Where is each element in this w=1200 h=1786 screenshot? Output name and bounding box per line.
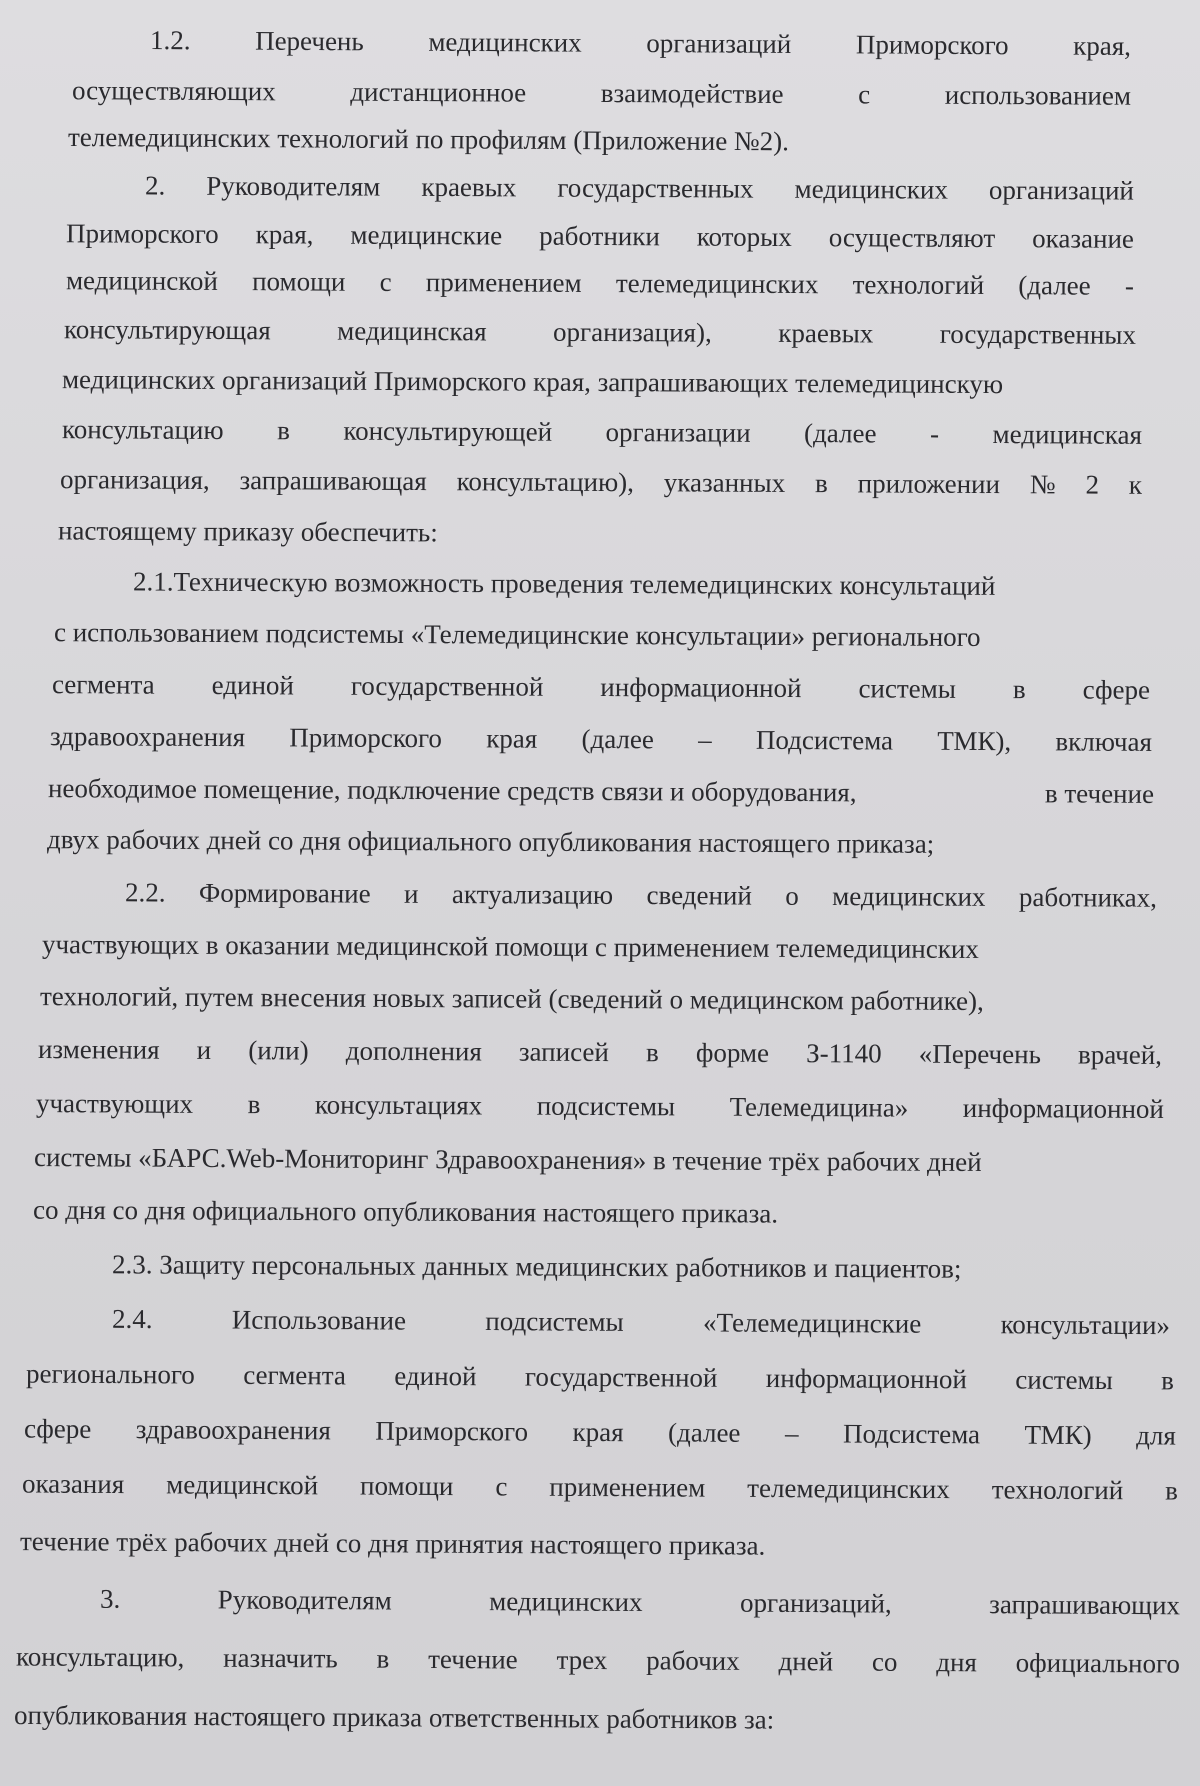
text-line: технологий, путем внесения новых записей (сведений о медицинском работнике), (39, 981, 984, 1017)
text-line: консультацию, назначить в течение трех рабочих дней со дня официального (15, 1641, 1181, 1679)
text-line: здравоохранения Приморского края (далее – Подсистема ТМК), включая (49, 721, 1152, 757)
text-line: изменения и (или) дополнения записей в форме З-1140 «Перечень врачей, (37, 1034, 1163, 1070)
text-line: течение трёх рабочих дней со дня принятия настоящего приказа. (19, 1526, 766, 1561)
text-line: регионального сегмента единой государственной информационной системы в (25, 1358, 1175, 1396)
text-line: консультирующая медицинская организация), краевых государственных (63, 314, 1137, 350)
text-line: 2. Руководителям краевых государственных медицинских организаций (144, 170, 1135, 206)
text-line: телемедицинских технологий по профилям (Приложение №2). (67, 121, 790, 157)
text-line: организация, запрашивающая консультацию), указанных в приложении № 2 к (59, 464, 1143, 500)
text-line: 2.3. Защиту персональных данных медицинских работников и пациентов; (111, 1249, 962, 1284)
text-line: со дня со дня официального опубликования настоящего приказа. (32, 1194, 779, 1229)
text-line: оказания медицинской помощи с применением телемедицинских технологий в (21, 1468, 1179, 1506)
text-line: осуществляющих дистанционное взаимодействие с использованием (71, 75, 1132, 111)
text-line: с использованием подсистемы «Телемедицинские консультации» регионального (53, 617, 981, 652)
text-line: настоящему приказу обеспечить: (57, 515, 438, 548)
text-line: сфере здравоохранения Приморского края (далее – Подсистема ТМК) для (23, 1413, 1176, 1451)
text-line: участвующих в оказании медицинской помощи с применением телемедицинских (41, 929, 979, 964)
text-line: сегмента единой государственной информационной системы в сфере (51, 669, 1151, 705)
text-line: консультацию в консультирующей организации (далее - медицинская (61, 414, 1142, 450)
text-line: медицинской помощи с применением телемедицинских технологий (далее - (65, 265, 1134, 301)
text-line: медицинских организаций Приморского края, запрашивающих телемедицинскую (61, 364, 1004, 400)
text-line: участвующих в консультациях подсистемы Телемедицина» информационной (35, 1088, 1165, 1124)
text-line: необходимое помещение, подключение средств связи и оборудования, в течение (47, 773, 1155, 809)
text-line: 1.2. Перечень медицинских организаций Приморского края, (149, 25, 1132, 61)
text-line: 2.2. Формирование и актуализацию сведений о медицинских работниках, (124, 877, 1158, 913)
text-line: двух рабочих дней со дня официального опубликования настоящего приказа; (46, 824, 935, 859)
text-line: 3. Руководителям медицинских организаций, запрашивающих (99, 1583, 1181, 1621)
text-line: опубликования настоящего приказа ответственных работников за: (13, 1699, 775, 1735)
text-line: Приморского края, медицинские работники которых осуществляют оказание (65, 218, 1135, 254)
text-line: системы «БАРС.Web-Мониторинг Здравоохранения» в течение трёх рабочих дней (33, 1142, 982, 1177)
text-line: 2.4. Использование подсистемы «Телемедицинские консультации» (111, 1303, 1171, 1341)
text-line: 2.1.Техническую возможность проведения телемедицинских консультаций (132, 566, 996, 601)
